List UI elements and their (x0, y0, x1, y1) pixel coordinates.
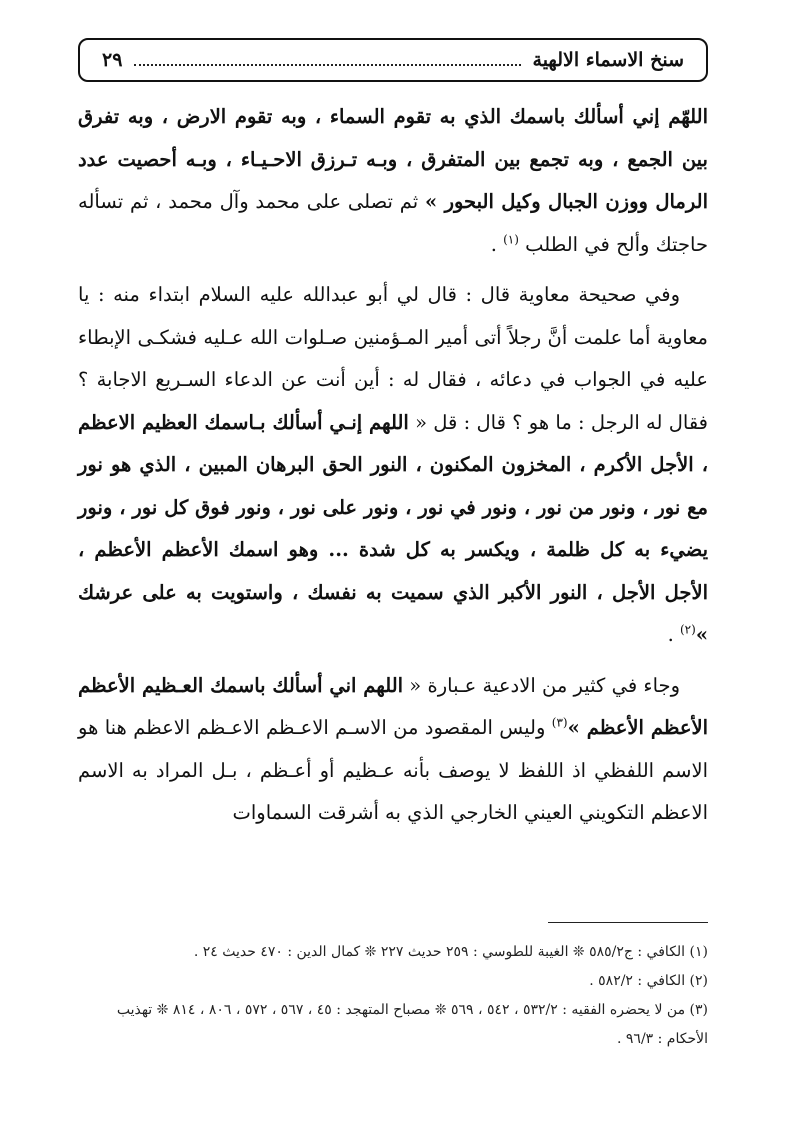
supplication-text: اللهّم إني أسألك باسمك الذي به تقوم السماء ، وبه تقوم الارض ، وبه تفرق بين الجمع ، وبه تجمع بين المتفرق ، وبـه تـرزق الاحـيـاء ، وبـه أحصيت عدد الرمال ووزن الجبال وكيل البحور » (78, 105, 708, 213)
supplication-text: اللهم اني أسألك باسمك العـظيم الأعظم الأعظم الأعظم » (78, 673, 709, 739)
paragraph-text: ثم تصلى على محمد وآل محمد ، ثم تسأله حاجتك وألح في الطلب (78, 190, 708, 256)
footnote-ref-1[interactable]: (١) (503, 232, 519, 246)
page-number: ٢٩ (102, 49, 123, 71)
paragraph-end: . (490, 232, 504, 256)
body-text (78, 96, 708, 843)
paragraph-1 (78, 96, 708, 266)
paragraph-text: وفي صحيحة معاوية قال : قال لي أبو عبدالله عليه السلام ابتداء منه : يا معاوية أما علمت أنَّ رجلاً أتى أمير المـؤمنين صـلوات الله عـليه فشكـى الإبطاء عليه في الجواب في دعائه ، فقال له : أين أنت عن الدعاء السـريع الاجابة ؟ فقال له الرجل : ما هو ؟ قال : قل « (78, 283, 709, 434)
paragraph-text: وجاء في كثير من الادعية عـبارة « (403, 673, 680, 697)
paragraph-text-continued: وليس المقصود من الاسـم الاعـظم الاعـظم الاعظم هنا هو الاسم اللفظي اذ اللفظ لا يوصف بأنه عـظيم أو أعـظم ، بـل المراد به الاسم الاعظم التكويني العيني الخارجي الذي به أشرقت السماوات (78, 716, 708, 824)
supplication-text: اللهم إنـي أسألك بـاسمك العظيم الاعظم ، الأجل الأكرم ، المخزون المكنون ، النور الحق البرهان المبين ، الذي هو نور مع نور ، ونور من نور ، ونور في نور ، ونور على نور ، ونور فوق كل نور ، ونور يضيء به كل ظلمة ، ويكسر به كل شدة ... وهو اسمك الأعظم الأعظم ، الأجل الأجل ، النور الأكبر الذي سميت به نفسك ، واستويت به على عرشك » (78, 410, 708, 646)
footnote-ref-3[interactable]: (٣) (551, 715, 568, 730)
header-leader-dots (134, 64, 520, 66)
footnote-divider (548, 922, 708, 923)
chapter-title: سنخ الاسماء الالهية (532, 49, 684, 71)
paragraph-3 (78, 665, 708, 835)
footnote-3: (٣) من لا يحضره الفقيه : ٥٣٢/٢ ، ٥٤٢ ، ٥٦٩ ❊ مصباح المتهجد : ٤٥ ، ٥٦٧ ، ٥٧٢ ، ٨٠٦ ، ٨١٤ ❊ تهذيب الأحكام : ٩٦/٣ . (116, 1002, 708, 1047)
footnote-ref-2[interactable]: (٢) (679, 622, 696, 637)
footnotes (78, 938, 708, 1054)
paragraph-end: . (667, 623, 680, 646)
running-header (78, 38, 708, 82)
footnote-1: (١) الكافي : ج٥٨٥/٢ ❊ الغيبة للطوسي : ٢٥٩ حديث ٢٢٧ ❊ كمال الدين : ٤٧٠ حديث ٢٤ . (193, 944, 708, 960)
paragraph-2 (78, 274, 708, 657)
footnote-2: (٢) الكافي : ٥٨٢/٢ . (589, 973, 708, 989)
